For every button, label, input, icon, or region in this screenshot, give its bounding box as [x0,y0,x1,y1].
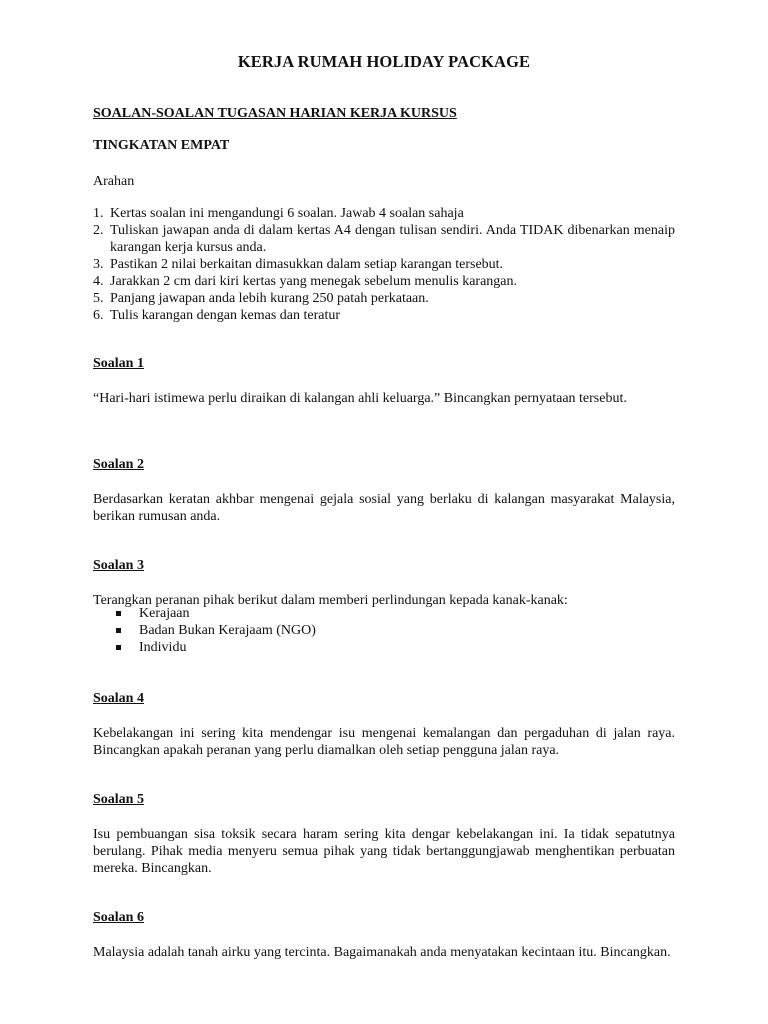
question-3-heading: Soalan 3 [93,558,144,573]
instruction-item: 4. Jarakkan 2 cm dari kiri kertas yang menegak sebelum menulis karangan. [93,274,518,289]
instruction-item: 6. Tulis karangan dengan kemas dan teratur [93,308,341,323]
instructions-label: Arahan [93,174,135,189]
question-4-heading: Soalan 4 [93,691,144,706]
level-heading: TINGKATAN EMPAT [93,138,230,153]
instructions-list [93,205,675,324]
instruction-item: 2. Tuliskan jawapan anda di dalam kertas A4 dengan tulisan sendiri. Anda TIDAK dibenarkan menaip karangan kerja kursus anda. [93,223,675,255]
bullet-square-icon [116,645,121,650]
bullet-square-icon [116,628,121,633]
bullet-item: Badan Bukan Kerajaam (NGO) [93,622,316,639]
question-5-heading: Soalan 5 [93,792,144,807]
question-4-text: Kebelakangan ini sering kita mendengar isu mengenai kemalangan dan pergaduhan di jalan raya. Bincangkan apakah peranan yang perlu diamalkan oleh setiap pengguna jalan raya. [93,726,675,758]
question-5-text: Isu pembuangan sisa toksik secara haram sering kita dengar kebelakangan ini. Ia tidak sepatutnya berulang. Pihak media menyeru semua pihak yang tidak bertanggungjawab menghentikan perbuatan mereka. Bincangkan. [93,827,675,876]
question-3-bullet-list [93,605,316,656]
question-1-text: “Hari-hari istimewa perlu diraikan di kalangan ahli keluarga.” Bincangkan pernyataan tersebut. [93,391,627,406]
instruction-item: 5. Panjang jawapan anda lebih kurang 250 patah perkataan. [93,291,429,306]
bullet-square-icon [116,611,121,616]
question-2-heading: Soalan 2 [93,457,144,472]
instruction-item: 3. Pastikan 2 nilai berkaitan dimasukkan dalam setiap karangan tersebut. [93,257,504,272]
instruction-item: 1. Kertas soalan ini mengandungi 6 soalan. Jawab 4 soalan sahaja [93,206,464,221]
bullet-item: Individu [93,639,316,656]
question-6-heading: Soalan 6 [93,910,144,925]
question-3-text: Terangkan peranan pihak berikut dalam memberi perlindungan kepada kanak-kanak: [93,593,568,608]
question-2-text: Berdasarkan keratan akhbar mengenai gejala sosial yang berlaku di kalangan masyarakat Malaysia, berikan rumusan anda. [93,492,675,524]
question-6-text: Malaysia adalah tanah airku yang tercinta. Bagaimanakah anda menyatakan kecintaan itu. Bincangkan. [93,945,671,960]
document-subtitle: SOALAN-SOALAN TUGASAN HARIAN KERJA KURSUS [93,106,457,121]
document-title: KERJA RUMAH HOLIDAY PACKAGE [237,52,531,71]
question-1-heading: Soalan 1 [93,356,144,371]
bullet-item: Kerajaan [93,605,316,622]
